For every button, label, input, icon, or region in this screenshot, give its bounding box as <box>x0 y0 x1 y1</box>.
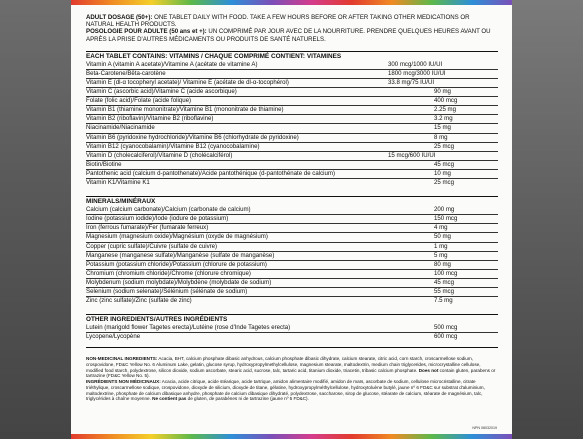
table-row <box>86 233 498 242</box>
ingredient-name: Vitamin E (dl-α tocopheryl acetate)/ Vitamine E (acétate de dl-α-tocophérol) <box>86 79 289 86</box>
ingredient-name: Lycopene/Lycopène <box>86 333 141 341</box>
vitamins-table <box>86 61 498 187</box>
ingredient-amount: 25 mcg <box>434 142 454 150</box>
ingredient-amount: 33.8 mg/75 IU/UI <box>388 79 435 86</box>
other-ingredients-table <box>86 324 498 341</box>
table-row <box>86 206 498 215</box>
ingredient-name: Vitamin C (ascorbic acid)/Vitamine C (acide ascorbique) <box>86 88 237 96</box>
table-row <box>86 270 498 279</box>
background-right <box>512 0 583 439</box>
ingredient-name: Vitamin K1/Vitamine K1 <box>86 179 150 187</box>
table-row <box>86 61 498 70</box>
table-row <box>86 279 498 288</box>
ingredient-amount: 50 mg <box>434 233 451 241</box>
ingredient-name: Selenium (sodium selenate)/Sélénium (sélénate de sodium) <box>86 287 248 295</box>
table-row <box>86 124 498 133</box>
ingredient-name: Vitamin B12 (cyanocobalamin)/Vitamine B12 (cyanocobalamine) <box>86 142 260 150</box>
table-row <box>86 179 498 187</box>
ingredient-amount: 600 mcg <box>434 333 458 341</box>
table-row <box>86 224 498 233</box>
ingredient-name: Pantothenic acid (calcium d-pantothenate)/Acide pantothénique (d-pantothénate de calcium) <box>86 169 335 177</box>
table-row <box>86 88 498 97</box>
non-medicinal-ingredients <box>86 356 498 402</box>
ingredient-name: Lutein (marigold flower Tagetes erecta)/Lutéine (rose d'Inde Tagetes erecta) <box>86 324 291 332</box>
ingredient-amount: 4 mg <box>434 224 448 232</box>
ingredient-amount: 200 mg <box>434 206 455 214</box>
ingredient-name: Vitamin B6 (pyridoxine hydrochloride)/Vitamine B6 (chlorhydrate de pyridoxine) <box>86 133 299 141</box>
table-row <box>86 115 498 124</box>
table-row <box>86 106 498 115</box>
ingredient-name: Vitamin B1 (thiamine mononitrate)/Vitamine B1 (mononitrate de thiamine) <box>86 106 284 114</box>
dosage-french: POSOLOGIE POUR ADULTE (50 ans et +): UN COMPRIMÉ PAR JOUR AVEC DE LA NOURRITURE. PRENDRE QUELQUES HEURES AVANT OU APRÈS LA PRISE D'AUTRES MÉDICAMENTS OU PRODUITS DE SANTÉ NATURELS. <box>86 28 491 43</box>
ingredient-name: Copper (cupric sulfate)/Cuivre (sulfate de cuivre) <box>86 242 218 250</box>
vitamins-heading: EACH TABLET CONTAINS: VITAMINS / CHAQUE COMPRIMÉ CONTIENT: VITAMINES <box>86 52 342 60</box>
ingredient-amount: 2.25 mg <box>434 106 457 114</box>
ingredient-amount: 8 mg <box>434 133 448 141</box>
ingredient-name: Zinc (zinc sulfate)/Zinc (sulfate de zinc) <box>86 297 192 305</box>
ingredient-amount: 45 mcg <box>434 278 454 286</box>
table-row <box>86 215 498 224</box>
non-medicinal-english: NON-MEDICINAL INGREDIENTS: Acacia, BHT, calcium phosphate dibasic anhydrous, calcium phosphate dibasic dihydrate, calcium stearate, citric acid, corn starch, croscarmellose sodium, crospovidone, FD&C Yellow No. 6 Aluminum Lake, gelatin, glucose syrup, hydroxypropylmethylcellulose, magnesium stearate, maltodextrin, medium chain triglycerides, microcrystalline cellulose, modified food starch, polydextrose, silicon dioxide, sodium ascorbate, stearic acid, sucrose, talc, tartaric acid, titanium dioxide, triacetin, tribasic calcium phosphate. Does not contain gluten, parabens or tartrazine (FD&C Yellow No. 5). <box>86 356 496 379</box>
ingredient-amount: 3.2 mg <box>434 115 453 123</box>
ingredient-name: Potassium (potassium chloride)/Potassium (chlorure de potassium) <box>86 260 267 268</box>
table-row <box>86 297 498 305</box>
npn-code: NPN 08032019 <box>472 426 497 430</box>
table-row <box>86 261 498 270</box>
table-row <box>86 324 498 333</box>
table-row <box>86 252 498 261</box>
ingredient-name: Biotin/Biotine <box>86 160 122 168</box>
ingredient-name: Iron (ferrous fumarate)/Fer (fumarate ferreux) <box>86 224 209 232</box>
ingredient-amount: 90 mg <box>434 88 451 96</box>
ingredient-amount: 45 mcg <box>434 160 454 168</box>
table-row <box>86 243 498 252</box>
divider <box>86 51 498 52</box>
divider <box>86 314 498 315</box>
ingredient-name: Beta-Carotene/Bêta-carotène <box>86 69 166 77</box>
table-row <box>86 97 498 106</box>
ingredient-name: Iodine (potassium iodide)/Iode (iodure de potassium) <box>86 215 229 223</box>
background-left <box>0 0 71 439</box>
ingredient-amount: 150 mcg <box>434 215 458 223</box>
ingredient-amount: 300 mcg/1000 IU/UI <box>388 60 443 68</box>
table-row <box>86 79 498 88</box>
non-medicinal-french: INGRÉDIENTS NON MÉDICINAUX: Acacia, acide citrique, acide stéarique, acide tartrique, amidon alimentaire modifié, amidon de maïs, ascorbate de sodium, cellulose microcristalline, citrate triéthylique, croscarmellose sodique, crospovidone, dioxyde de silicium, dioxyde de titane, gélatine, hydroxypropylméthylcellulose, hydroxytoluène butylé, jaune nº 6 FD&C sur substrat d'aluminium, maltodextrine, phosphate de calcium dibasique anhydre, phosphate de calcium dibasique dihydraté, polydextrose, saccharose, sirop de glucose, stéarate de calcium, stéarate de magnésium, talc, triglycérides à chaîne moyenne. Ne contient pas de gluten, de parabènes ni de tartrazine (jaune nº 5 FD&C). <box>86 379 485 402</box>
dosage-english: ADULT DOSAGE (50+): ONE TABLET DAILY WITH FOOD. TAKE A FEW HOURS BEFORE OR AFTER TAKING OTHER MEDICATIONS OR NATURAL HEALTH PRODUCTS. <box>86 14 470 29</box>
table-row <box>86 288 498 297</box>
ingredient-name: Niacinamide/Niacinamide <box>86 124 155 132</box>
ingredient-amount: 80 mg <box>434 260 451 268</box>
table-row <box>86 70 498 79</box>
divider <box>86 196 498 197</box>
ingredient-name: Chromium (chromium chloride)/Chrome (chlorure chromique) <box>86 269 251 277</box>
ingredient-name: Molybdenum (sodium molybdate)/Molybdène (molybdate de sodium) <box>86 278 272 286</box>
ingredient-amount: 1800 mcg/3000 IU/UI <box>388 69 446 77</box>
ingredient-amount: 1 mg <box>434 242 448 250</box>
ingredient-name: Manganese (manganese sulfate)/Manganèse (sulfate de manganèse) <box>86 251 275 259</box>
ingredient-amount: 400 mcg <box>434 97 458 105</box>
other-ingredients-heading: OTHER INGREDIENTS/AUTRES INGRÉDIENTS <box>86 316 228 324</box>
table-row <box>86 161 498 170</box>
minerals-heading: MINERALS/MINÉRAUX <box>86 198 156 206</box>
ingredient-amount: 10 mg <box>434 169 451 177</box>
table-row <box>86 134 498 143</box>
table-row <box>86 143 498 152</box>
ingredient-name: Vitamin D (cholecalciferol)/Vitamine D (cholécalciférol) <box>86 151 233 159</box>
table-row <box>86 333 498 341</box>
ingredient-amount: 15 mg <box>434 124 451 132</box>
ingredient-amount: 100 mcg <box>434 269 458 277</box>
rainbow-stripe-bottom <box>71 434 512 439</box>
ingredient-name: Vitamin B2 (riboflavin)/Vitamine B2 (riboflavine) <box>86 115 214 123</box>
ingredient-name: Magnesium (magnesium oxide)/Magnésium (oxyde de magnésium) <box>86 233 268 241</box>
ingredient-amount: 15 mcg/600 IU/UI <box>388 151 436 159</box>
dosage-instructions <box>86 14 498 43</box>
ingredient-name: Vitamin A (vitamin A acetate)/Vitamine A (acétate de vitamine A) <box>86 60 258 68</box>
ingredient-amount: 55 mcg <box>434 287 454 295</box>
ingredient-name: Calcium (calcium carbonate)/Calcium (carbonate de calcium) <box>86 206 251 214</box>
ingredient-amount: 7.5 mg <box>434 297 453 305</box>
ingredient-amount: 25 mcg <box>434 179 454 187</box>
divider <box>86 347 498 348</box>
ingredient-name: Folate (folic acid)/Folate (acide folique) <box>86 97 191 105</box>
ingredient-amount: 5 mg <box>434 251 448 259</box>
table-row <box>86 170 498 179</box>
ingredient-amount: 500 mcg <box>434 324 458 332</box>
minerals-table <box>86 206 498 305</box>
supplement-label-panel <box>71 5 512 434</box>
table-row <box>86 152 498 161</box>
